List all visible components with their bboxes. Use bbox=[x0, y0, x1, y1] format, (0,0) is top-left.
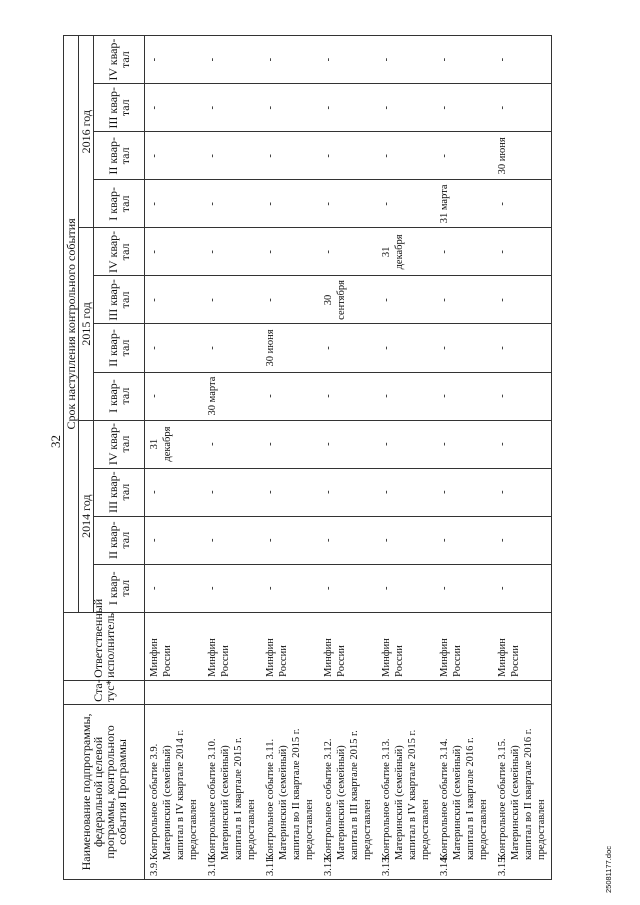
quarter-cell: - bbox=[435, 372, 493, 420]
quarter-cell: - bbox=[145, 324, 204, 372]
status-cell bbox=[261, 680, 319, 704]
header-quarter: I квар-тал bbox=[94, 180, 145, 228]
header-quarter: II квар-тал bbox=[94, 516, 145, 564]
executor-cell: Минфин России bbox=[261, 612, 319, 680]
quarter-cell: 31 декабря bbox=[377, 228, 435, 276]
quarter-cell: 30 июня bbox=[261, 324, 319, 372]
quarter-cell: - bbox=[319, 516, 377, 564]
quarter-cell: 31 декабря bbox=[145, 420, 204, 468]
header-year: 2015 год bbox=[79, 228, 94, 420]
quarter-cell: - bbox=[261, 132, 319, 180]
quarter-cell: - bbox=[493, 228, 552, 276]
event-name-cell bbox=[319, 704, 377, 879]
quarter-cell: - bbox=[435, 420, 493, 468]
quarter-cell: - bbox=[145, 468, 204, 516]
quarter-cell: - bbox=[145, 276, 204, 324]
header-year: 2014 год bbox=[79, 420, 94, 612]
quarter-cell: - bbox=[319, 468, 377, 516]
quarter-cell: - bbox=[203, 468, 261, 516]
quarter-cell: - bbox=[319, 228, 377, 276]
quarter-cell: - bbox=[493, 276, 552, 324]
header-quarter: III квар-тал bbox=[94, 84, 145, 132]
event-description: Контрольное событие 3.11. Материнский (семейный) капитал во II квартале 2015 г. предоставлен bbox=[265, 728, 315, 860]
quarter-cell: - bbox=[319, 420, 377, 468]
status-cell bbox=[319, 680, 377, 704]
quarter-cell: - bbox=[377, 84, 435, 132]
header-name: Наименование подпрограммы, федеральной целевой программы, контрольного события Программы bbox=[64, 704, 145, 879]
quarter-cell: - bbox=[435, 228, 493, 276]
executor-cell: Минфин России bbox=[145, 612, 204, 680]
header-quarter: II квар-тал bbox=[94, 132, 145, 180]
quarter-cell: - bbox=[377, 372, 435, 420]
quarter-cell: - bbox=[377, 180, 435, 228]
quarter-cell: - bbox=[493, 84, 552, 132]
quarter-cell: - bbox=[319, 564, 377, 612]
quarter-cell: - bbox=[261, 516, 319, 564]
header-quarter: IV квар-тал bbox=[94, 36, 145, 84]
quarter-cell: - bbox=[203, 180, 261, 228]
event-name-cell bbox=[203, 704, 261, 879]
quarter-cell: - bbox=[319, 372, 377, 420]
quarter-cell: - bbox=[493, 564, 552, 612]
quarter-cell: - bbox=[493, 468, 552, 516]
quarter-cell: - bbox=[145, 132, 204, 180]
executor-cell: Минфин России bbox=[435, 612, 493, 680]
executor-cell: Минфин России bbox=[203, 612, 261, 680]
quarter-cell: - bbox=[435, 468, 493, 516]
quarter-cell: - bbox=[435, 132, 493, 180]
header-quarter: III квар-тал bbox=[94, 468, 145, 516]
event-name-cell bbox=[377, 704, 435, 879]
event-number: 3.15. bbox=[497, 855, 508, 876]
event-description: Контрольное событие 3.13. Материнский (семейный) капитал в IV квартале 2015 г. предоставлен bbox=[381, 729, 431, 860]
quarter-cell: - bbox=[203, 564, 261, 612]
header-year: 2016 год bbox=[79, 36, 94, 228]
quarter-cell: - bbox=[435, 324, 493, 372]
quarter-cell: - bbox=[377, 276, 435, 324]
event-name-cell bbox=[145, 704, 204, 879]
quarter-cell: - bbox=[261, 36, 319, 84]
quarter-cell: - bbox=[203, 516, 261, 564]
executor-cell: Минфин России bbox=[377, 612, 435, 680]
header-executor: Ответственный исполнитель bbox=[64, 612, 145, 680]
quarter-cell: - bbox=[203, 276, 261, 324]
quarter-cell: - bbox=[377, 564, 435, 612]
table-row bbox=[319, 36, 377, 880]
event-description: Контрольное событие 3.9. Материнский (семейный) капитал в IV квартале 2014 г. предоставлен bbox=[149, 729, 199, 860]
header-quarter: II квар-тал bbox=[94, 324, 145, 372]
event-number: 3.12. bbox=[323, 855, 334, 876]
quarter-cell: - bbox=[435, 516, 493, 564]
table-row bbox=[261, 36, 319, 880]
quarter-cell: - bbox=[493, 516, 552, 564]
control-events-table bbox=[63, 35, 552, 880]
quarter-cell: - bbox=[377, 324, 435, 372]
quarter-cell: - bbox=[261, 228, 319, 276]
quarter-cell: - bbox=[261, 468, 319, 516]
quarter-cell: - bbox=[261, 276, 319, 324]
executor-cell: Минфин России bbox=[319, 612, 377, 680]
quarter-cell: - bbox=[203, 84, 261, 132]
quarter-cell: - bbox=[493, 420, 552, 468]
status-cell bbox=[203, 680, 261, 704]
quarter-cell: - bbox=[145, 228, 204, 276]
header-quarter: IV квар-тал bbox=[94, 420, 145, 468]
status-cell bbox=[377, 680, 435, 704]
quarter-cell: - bbox=[203, 228, 261, 276]
executor-cell: Минфин России bbox=[493, 612, 552, 680]
header-quarter: I квар-тал bbox=[94, 372, 145, 420]
quarter-cell: - bbox=[203, 324, 261, 372]
event-name-cell bbox=[435, 704, 493, 879]
event-description: Контрольное событие 3.12. Материнский (семейный) капитал в III квартале 2015 г. предоставлен bbox=[323, 730, 373, 860]
quarter-cell: - bbox=[377, 420, 435, 468]
header-deadline: Срок наступления контрольного события bbox=[64, 36, 79, 613]
table-row bbox=[493, 36, 552, 880]
quarter-cell: - bbox=[145, 36, 204, 84]
quarter-cell: - bbox=[145, 84, 204, 132]
quarter-cell: - bbox=[319, 132, 377, 180]
quarter-cell: - bbox=[145, 516, 204, 564]
table-row bbox=[377, 36, 435, 880]
quarter-cell: - bbox=[261, 420, 319, 468]
quarter-cell: - bbox=[319, 180, 377, 228]
event-description: Контрольное событие 3.10. Материнский (семейный) капитал в I квартале 2015 г. предоставлен bbox=[207, 737, 257, 860]
quarter-cell: - bbox=[145, 372, 204, 420]
table-row bbox=[435, 36, 493, 880]
quarter-cell: - bbox=[319, 324, 377, 372]
header-quarter: III квар-тал bbox=[94, 276, 145, 324]
header-quarter: I квар-тал bbox=[94, 564, 145, 612]
status-cell bbox=[493, 680, 552, 704]
event-number: 3.11. bbox=[265, 855, 276, 876]
quarter-cell: - bbox=[377, 516, 435, 564]
status-cell bbox=[435, 680, 493, 704]
header-quarter: IV квар-тал bbox=[94, 228, 145, 276]
event-description: Контрольное событие 3.15. Материнский (семейный) капитал во II квартале 2016 г. предоставлен bbox=[497, 728, 547, 860]
quarter-cell: - bbox=[435, 36, 493, 84]
table-row bbox=[203, 36, 261, 880]
quarter-cell: - bbox=[493, 36, 552, 84]
quarter-cell: - bbox=[377, 132, 435, 180]
quarter-cell: - bbox=[261, 84, 319, 132]
quarter-cell: - bbox=[435, 276, 493, 324]
quarter-cell: 30 июня bbox=[493, 132, 552, 180]
status-cell bbox=[145, 680, 204, 704]
quarter-cell: 30 сентября bbox=[319, 276, 377, 324]
event-description: Контрольное событие 3.14. Материнский (семейный) капитал в I квартале 2016 г. предоставлен bbox=[439, 737, 489, 860]
quarter-cell: - bbox=[319, 36, 377, 84]
quarter-cell: - bbox=[493, 180, 552, 228]
event-number: 3.9. bbox=[149, 860, 160, 876]
rotated-page bbox=[63, 35, 563, 880]
quarter-cell: 31 марта bbox=[435, 180, 493, 228]
file-name-footer: 25081177.doc bbox=[604, 846, 613, 893]
table-row bbox=[145, 36, 204, 880]
event-number: 3.10. bbox=[207, 855, 218, 876]
quarter-cell: - bbox=[493, 372, 552, 420]
quarter-cell: - bbox=[203, 36, 261, 84]
quarter-cell: - bbox=[493, 324, 552, 372]
header-status: Ста-тус* bbox=[64, 680, 145, 704]
event-name-cell bbox=[261, 704, 319, 879]
quarter-cell: - bbox=[203, 420, 261, 468]
event-name-cell bbox=[493, 704, 552, 879]
quarter-cell: - bbox=[261, 372, 319, 420]
quarter-cell: - bbox=[319, 84, 377, 132]
quarter-cell: - bbox=[377, 468, 435, 516]
quarter-cell: - bbox=[203, 132, 261, 180]
event-number: 3.14. bbox=[439, 855, 450, 876]
quarter-cell: - bbox=[145, 564, 204, 612]
quarter-cell: - bbox=[435, 564, 493, 612]
quarter-cell: - bbox=[261, 180, 319, 228]
quarter-cell: 30 марта bbox=[203, 372, 261, 420]
event-number: 3.13. bbox=[381, 855, 392, 876]
quarter-cell: - bbox=[377, 36, 435, 84]
quarter-cell: - bbox=[145, 180, 204, 228]
quarter-cell: - bbox=[435, 84, 493, 132]
page-number: 32 bbox=[48, 435, 63, 448]
quarter-cell: - bbox=[261, 564, 319, 612]
